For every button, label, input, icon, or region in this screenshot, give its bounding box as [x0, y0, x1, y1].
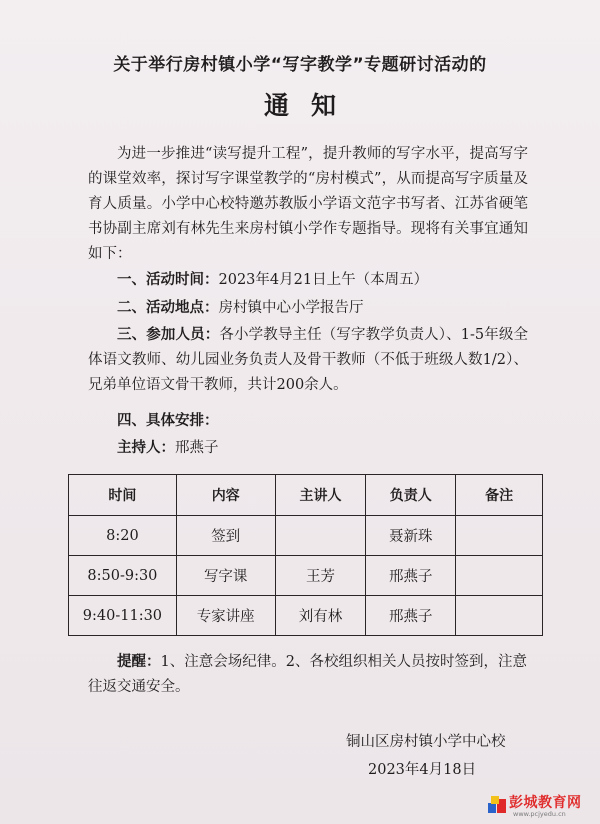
item-text: 2023年4月21日上午（本周五） [218, 272, 429, 288]
cell-content: 写字课 [176, 556, 275, 596]
cell-time: 8:20 [69, 516, 177, 556]
item-activity-time [88, 268, 528, 293]
notice-heading: 通知 [263, 91, 358, 120]
cell-time: 9:40-11:30 [69, 596, 177, 636]
item-label: 二、活动地点： [117, 300, 219, 316]
table-row [69, 596, 543, 636]
cell-remarks [456, 516, 543, 556]
header-content: 内容 [176, 475, 275, 516]
table-row [69, 556, 543, 596]
cell-content: 签到 [176, 516, 275, 556]
cell-person-in-charge: 聂新珠 [366, 516, 456, 556]
item-label: 四、具体安排： [117, 413, 219, 429]
table-row [69, 516, 543, 556]
item-arrangement [88, 409, 528, 434]
signature-date: 2023年4月18日 [368, 762, 477, 778]
reminder-paragraph [88, 650, 538, 700]
site-url: www.pcjyedu.cn [513, 810, 566, 818]
host-name: 邢燕子 [175, 440, 219, 456]
cell-speaker [275, 516, 366, 556]
item-participants [88, 323, 528, 398]
reminder-text: 1、注意会场纪律。2、各校组织相关人员按时签到，注意往返交通安全。 [88, 654, 527, 695]
cell-time: 8:50-9:30 [69, 556, 177, 596]
header-remarks: 备注 [456, 475, 543, 516]
host-label: 主持人： [117, 440, 175, 456]
signature-organization: 铜山区房村镇小学中心校 [346, 734, 506, 750]
item-text: 各小学教导主任（写字教学负责人）、1-5年级全体语文教师、幼儿园业务负责人及骨干教师（不低于班级人数1/2）、兄弟单位语文骨干教师，共计200余人。 [88, 327, 529, 393]
cell-person-in-charge: 邢燕子 [366, 596, 456, 636]
host-line [88, 436, 528, 461]
site-name: 彭城教育网 [509, 795, 582, 811]
notice-title: 关于举行房村镇小学“写字教学”专题研讨活动的 [113, 55, 487, 75]
cell-speaker: 刘有林 [275, 596, 366, 636]
intro-paragraph: 为进一步推进“读写提升工程”，提升教师的写字水平，提高写字的课堂效率，探讨写字课堂教学的“房村模式”，从而提高写字质量及育人质量。小学中心校特邀苏教版小学语文范字书写者、江苏省硬笔书协副主席刘有林先生来房村镇小学作专题指导。现将有关事宜通知如下： [88, 146, 528, 262]
table-header-row [69, 475, 543, 516]
item-activity-place [88, 296, 528, 321]
site-watermark [487, 792, 595, 820]
cell-person-in-charge: 邢燕子 [366, 556, 456, 596]
schedule-table [68, 474, 543, 636]
cell-speaker: 王芳 [275, 556, 366, 596]
item-label: 一、活动时间： [117, 272, 219, 288]
header-time: 时间 [69, 475, 177, 516]
header-speaker: 主讲人 [275, 475, 366, 516]
header-person-in-charge: 负责人 [366, 475, 456, 516]
item-label: 三、参加人员： [117, 327, 220, 343]
item-text: 房村镇中心小学报告厅 [218, 300, 364, 316]
reminder-label: 提醒： [117, 654, 161, 670]
cell-remarks [456, 556, 543, 596]
site-logo-icon [487, 794, 507, 814]
cell-remarks [456, 596, 543, 636]
cell-content: 专家讲座 [176, 596, 275, 636]
